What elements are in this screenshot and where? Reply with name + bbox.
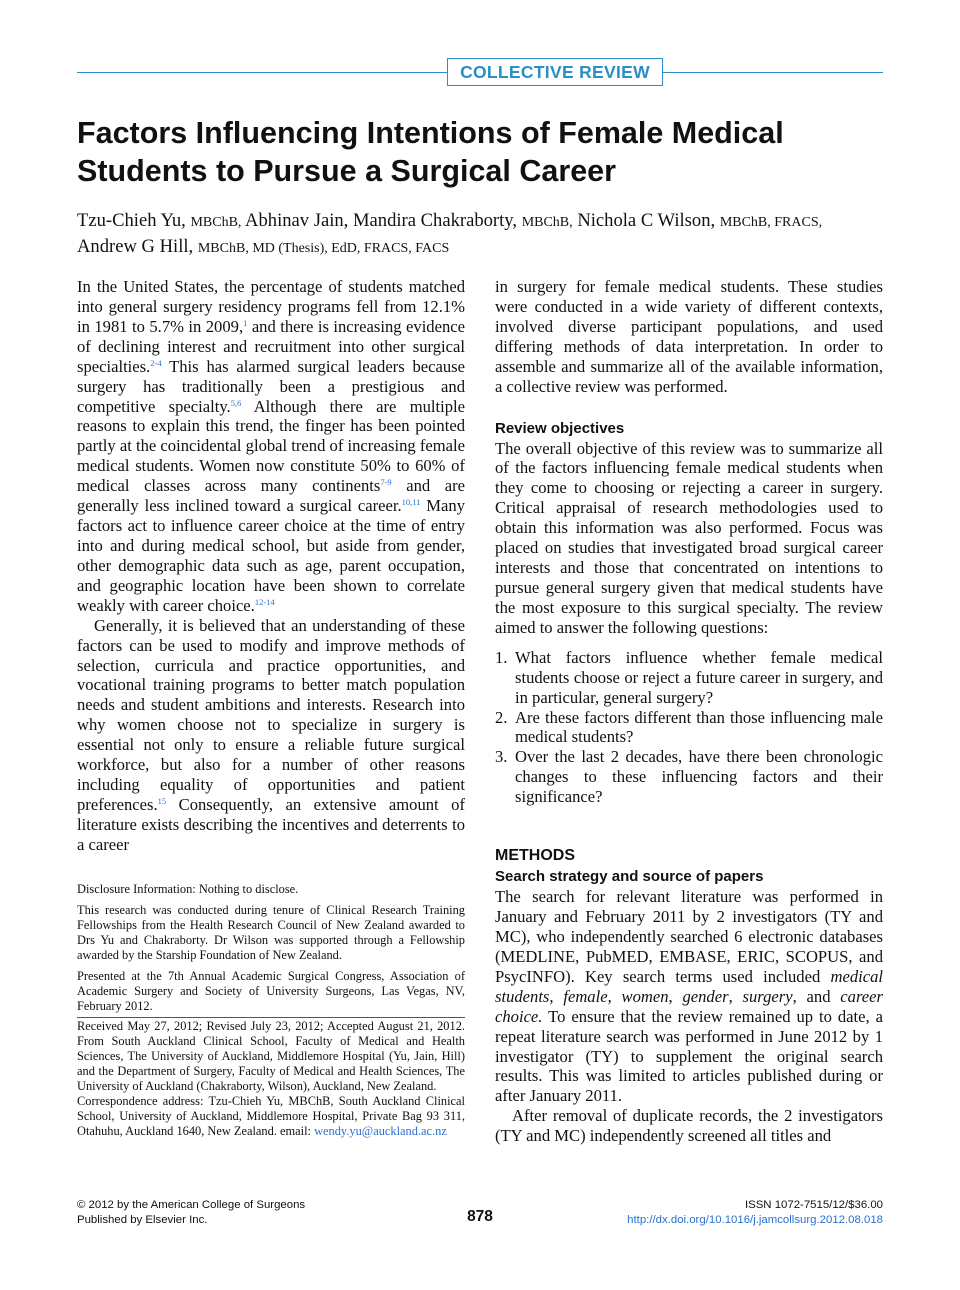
citation[interactable]: 10,11: [401, 497, 421, 508]
copyright: © 2012 by the American College of Surgeons: [77, 1199, 306, 1211]
intro-continuation: in surgery for female medical students. These studies were conducted in a wide variety of different contexts, involved diverse participant populations, and used differing methods of data interpretation. In order to assemble and summarize all of the available information, a collective review was performed.: [495, 277, 883, 396]
author: Andrew G Hill, MBChB, MD (Thesis), EdD, FRACS, FACS: [77, 236, 450, 257]
list-item: 1. What factors influence whether female medical students choose or reject a future career in surgery, and in particular, general surgery?: [495, 647, 883, 707]
citation[interactable]: 15: [157, 795, 167, 806]
search-strategy-heading: Search strategy and source of papers: [495, 868, 764, 886]
left-column: [77, 277, 465, 855]
author: Abhinav Jain,: [245, 210, 349, 231]
doi-link[interactable]: http://dx.doi.org/10.1016/j.jamcollsurg.2012.08.018: [627, 1214, 883, 1226]
right-column: [495, 277, 883, 1146]
citation[interactable]: 1: [243, 317, 248, 328]
footer-right: [627, 1198, 883, 1228]
funding-note: This research was conducted during tenure of Clinical Research Training Fellowships from the Health Research Council of New Zealand awarded to Drs Yu and Chakraborty. Dr Wilson was supported through a Fellowship awarded by the Starship Foundation of New Zealand.: [77, 903, 465, 962]
methods-heading: METHODS: [495, 847, 575, 865]
email-link[interactable]: wendy.yu@auckland.ac.nz: [314, 1124, 447, 1138]
issn: ISSN 1072-7515/12/$36.00: [744, 1199, 883, 1211]
citation[interactable]: 2-4: [150, 357, 162, 368]
review-objectives-heading: Review objectives: [495, 419, 625, 437]
page-number: 878: [467, 1208, 493, 1225]
search-paragraph-2: After removal of duplicate records, the 2 investigators (TY and MC) independently screened all titles and: [495, 1106, 883, 1146]
intro-paragraph-1: In the United States, the percentage of students matched into general surgery residency programs fell from 12.1% in 1981 to 5.7% in 2009,$^1$ and there is increasing evidence of declining interest and recruitment into other surgical specialties.$^{2-4}$ This has alarmed surgical leaders because surgery has traditionally been a prestigious and competitive specialty.$^{5,6}$ Although there are multiple reasons to explain this trend, the finger has been pointed partly at the coincidental global trend of increasing female medical students. Women now constitute 50% to 60% of medical classes across many continents$^{7-9}$ and are generally less inclined toward a surgical career.$^{10,11}$ Many factors act to influence career choice at the time of entry into and during medical school, but aside from gender, other demographic data such as age, parent occupation, and geographic location have been shown to correlate weakly with career choice.$^{12-14}$: [77, 277, 466, 615]
presented-note: Presented at the 7th Annual Academic Surgical Congress, Association of Academic Surgery and Society of University Surgeons, Las Vegas, NV, February 2012.: [77, 969, 465, 1013]
received-note: Received May 27, 2012; Revised July 23, 2012; Accepted August 21, 2012. From South Auckland Clinical School, Faculty of Medical and Health Sciences, The University of Auckland, Middlemore Hospital (Yu, Jain, Hill) and the Department of Surgery, Faculty of Medical and Health Sciences, The University of Auckland (Chakraborty, Wilson), Auckland, New Zealand.: [77, 1019, 465, 1093]
article-history-notes: [77, 1019, 465, 1139]
notes-divider: [77, 1017, 465, 1018]
section-banner: [77, 58, 883, 88]
search-paragraph-1: The search for relevant literature was performed in January and February 2011 by 2 investigators (TY and MC), who independently searched 6 electronic databases (MEDLINE, PubMED, EMBASE, ERIC, SCOPUS, and PsycINFO). Key search terms used included medical students, female, women, gender, surgery, and career choice. To ensure that the review remained up to date, a repeat literature search was performed in June 2012 by 1 investigator (TY) to supplement the original search results. This was limited to articles published during or after January 2011.: [495, 887, 883, 1106]
citation[interactable]: 7-9: [380, 477, 392, 488]
intro-paragraph-2: Generally, it is believed that an understanding of these factors can be used to modify and improve methods of selection, curricula and practice opportunities, and vocational training programs to better match population needs and student ambitions and interests. Research into why women choose not to specialize in surgery is essential not only to ensure a reliable future surgical workforce, but also for a number of other reasons including equality of opportunities and patient preferences.$^{15}$ Consequently, an extensive amount of literature exists describing the incentives and deterrents to a career: [77, 615, 465, 854]
review-objectives-text: The overall objective of this review was to summarize all of the factors influencing female medical students when they come to choosing or rejecting a career in surgery. Critical appraisal of research methodologies used to obtain this information was also performed. Focus was placed on studies that investigated broad surgical career interests and those that concentrated on intentions to pursue general surgery given that medical students have the most exposure to this surgical specialty. The review aimed to answer the following questions:: [495, 438, 883, 637]
front-matter-notes: [77, 882, 465, 1014]
author: Tzu-Chieh Yu, MBChB,: [77, 210, 242, 231]
citation[interactable]: 5,6: [230, 397, 242, 408]
list-item: 3. Over the last 2 decades, have there been chronologic changes to these influencing factors and their significance?: [495, 747, 883, 807]
correspondence-note: Correspondence address: Tzu-Chieh Yu, MBChB, South Auckland Clinical School, University of Auckland, Middlemore Hospital, Private Bag 93 311, Otahuhu, Auckland 1640, New Zealand. email: wendy.yu@auckland.ac.nz: [77, 1094, 465, 1138]
article-title: Factors Influencing Intentions of Female Medical Students to Pursue a Surgical Career: [77, 116, 784, 188]
publisher: Published by Elsevier Inc.: [77, 1214, 208, 1226]
author: Mandira Chakraborty, MBChB,: [353, 210, 573, 231]
author-list: [77, 209, 883, 261]
list-item: 2. Are these factors different than those influencing male medical students?: [495, 707, 883, 747]
author: Nichola C Wilson, MBChB, FRACS,: [577, 210, 823, 231]
section-label: COLLECTIVE REVIEW: [447, 58, 663, 86]
page-footer: [77, 1198, 883, 1232]
citation[interactable]: 12-14: [254, 596, 275, 607]
disclosure-note: Disclosure Information: Nothing to disclose.: [77, 882, 299, 896]
question-list: [495, 648, 883, 807]
